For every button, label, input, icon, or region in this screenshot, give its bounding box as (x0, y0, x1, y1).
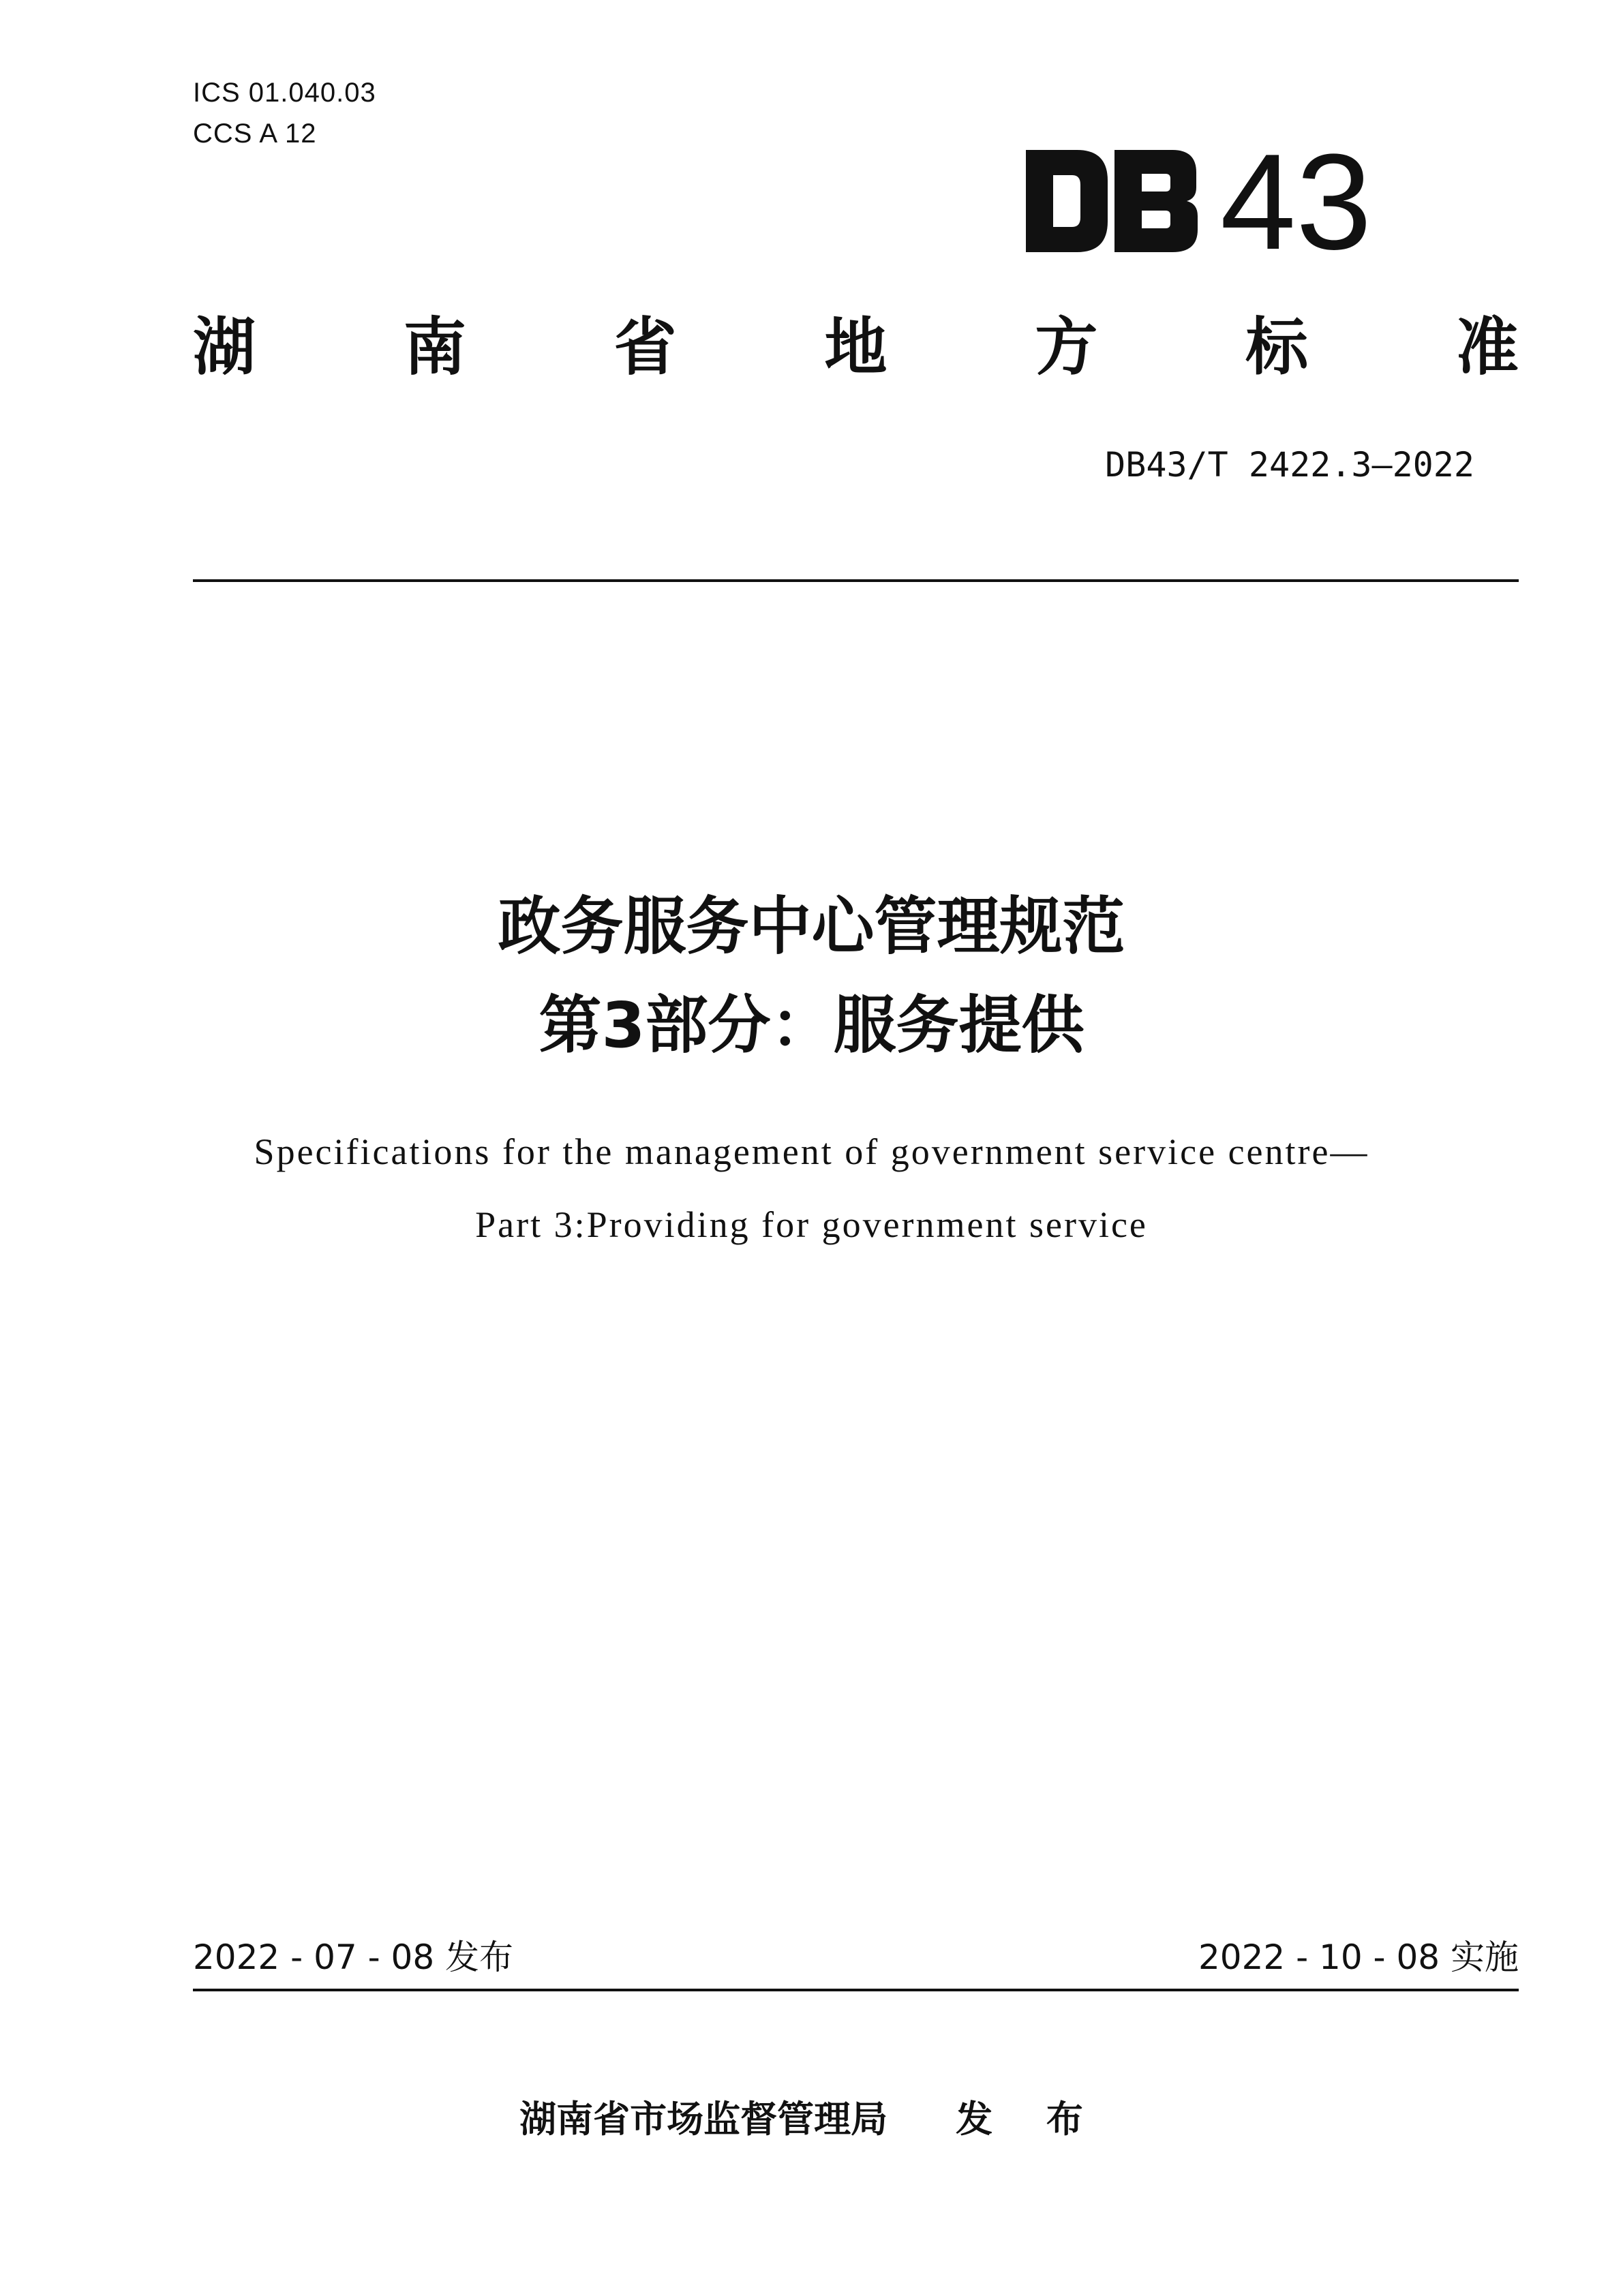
db43-logo-number: 43 (1220, 147, 1372, 256)
publisher-line (0, 2096, 1623, 2143)
standard-type-char: 准 (1455, 311, 1519, 384)
publish-date: 2022 - 07 - 08 发布 (193, 1938, 514, 1977)
publisher-name: 湖南省市场监督管理局 (519, 2098, 888, 2141)
standard-type-char: 省 (613, 311, 677, 384)
standard-type-heading (193, 310, 1519, 385)
standard-type-char: 标 (1245, 311, 1309, 384)
title-cn-line1: 政务服务中心管理规范 (498, 890, 1125, 963)
ccs-code: CCS A 12 (193, 119, 317, 149)
top-divider (193, 579, 1519, 582)
standard-type-char: 方 (1035, 311, 1098, 384)
publisher-action: 发 布 (956, 2098, 1104, 2141)
ics-code: ICS 01.040.03 (193, 78, 376, 108)
standard-type-char: 地 (824, 311, 888, 384)
title-en-line2: Part 3:Providing for government service (475, 1204, 1148, 1245)
title-cn-line2: 第3部分：服务提供 (539, 989, 1084, 1062)
db43-logo (1026, 147, 1394, 256)
bottom-divider (193, 1989, 1519, 1991)
standard-type-char: 湖 (193, 311, 256, 384)
standard-code: DB43/T 2422.3—2022 (1105, 445, 1474, 485)
title-en-line1: Specifications for the management of government service centre— (254, 1131, 1369, 1172)
implement-date: 2022 - 10 - 08 实施 (1198, 1938, 1519, 1977)
standard-type-char: 南 (403, 311, 466, 384)
